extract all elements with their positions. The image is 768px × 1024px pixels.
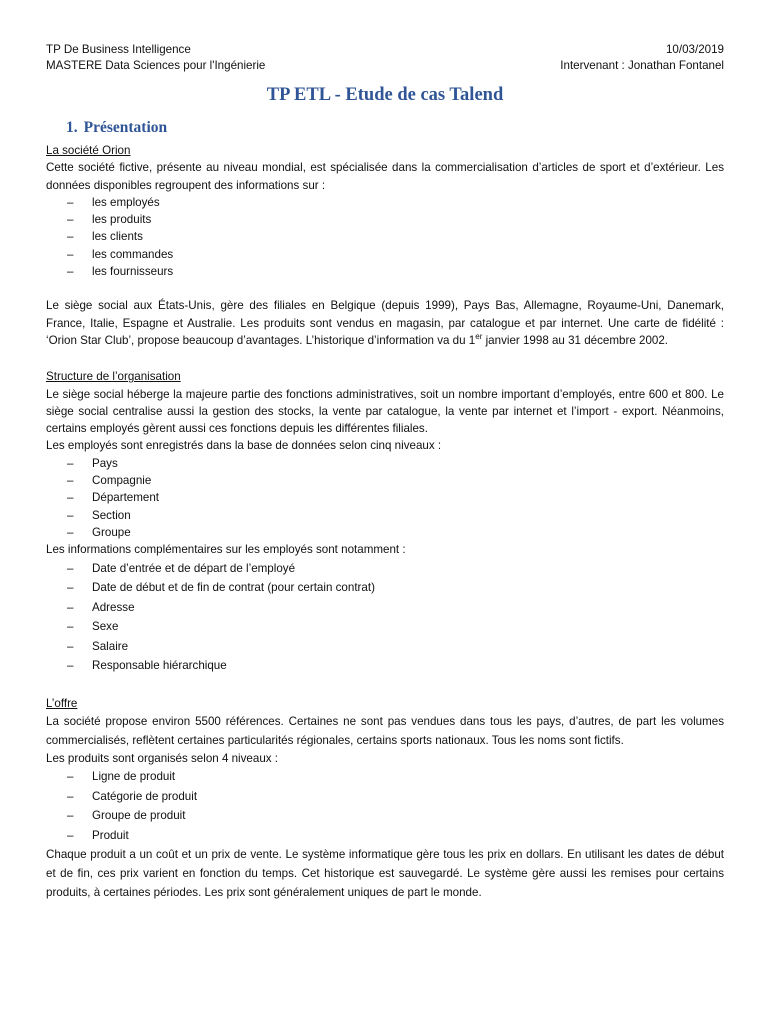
course-title: TP De Business Intelligence bbox=[46, 43, 191, 56]
program-name: MASTERE Data Sciences pour l'Ingénierie bbox=[46, 59, 266, 72]
subheading-structure: Structure de l’organisation bbox=[46, 370, 181, 384]
header-instructor: Intervenant : Jonathan Fontanel bbox=[560, 59, 724, 72]
subheading-offre: L’offre bbox=[46, 696, 78, 710]
siege-text-end: janvier 1998 au 31 décembre 2002. bbox=[482, 333, 669, 347]
paragraph-prix: Chaque produit a un coût et un prix de vente. Le système informatique gère tous les prix en dollars. En utilisant les dates de début et de fin, ces prix varient en fonction du temps. Cet historique est sauvegardé. Le système gère aussi les remises pour certains produits, à certaines périodes. Les prix sont généralement uniques de part le monde. bbox=[46, 848, 724, 900]
siege-text: Le siège social aux États-Unis, gère des filiales en Belgique (depuis 1999), Pays Bas, Allemagne, Royaume-Uni, Danemark, France, Italie, Espagne et Australie. Les produits sont vendus en magasin, par catalogue et par internet. Une carte de fidélité : ‘Orion Star Club’, propose beaucoup d’avantages. L’historique d’information va du 1 bbox=[46, 299, 724, 347]
list-item: – les employés bbox=[46, 194, 724, 211]
list-item: – Ligne de produit bbox=[46, 767, 724, 787]
list-item: – Compagnie bbox=[46, 472, 724, 489]
list-item: – Date de début et de fin de contrat (pour certain contrat) bbox=[46, 578, 724, 598]
section-heading bbox=[66, 118, 724, 138]
list-item: – les produits bbox=[46, 211, 724, 228]
list-item: – les commandes bbox=[46, 246, 724, 263]
list-item: – Date d’entrée et de départ de l’employé bbox=[46, 559, 724, 579]
list-item: – les clients bbox=[46, 228, 724, 245]
list-item: – Groupe bbox=[46, 524, 724, 541]
paragraph-siege-social bbox=[46, 297, 724, 349]
ordinal-superscript: er bbox=[475, 332, 483, 342]
paragraph-structure: Le siège social héberge la majeure partie des fonctions administratives, soit un nombre important d’employés, entre 600 et 800. Le siège social centralise aussi la gestion des stocks, la vente par catalogue, la vente par internet et l’import - export. Néanmoins, certains employés gèrent aussi ces fonctions depuis les différentes filiales. bbox=[46, 387, 724, 436]
list-product-levels bbox=[46, 767, 724, 845]
header-left bbox=[46, 42, 265, 74]
list-employee-infos bbox=[46, 559, 724, 676]
list-item: – Produit bbox=[46, 826, 724, 846]
paragraph-offre: La société propose environ 5500 références. Certaines ne sont pas vendues dans tous les pays, d’autres, de part les volumes commercialisés, reflètent certaines particularités régionales, certains sports nationaux. Tous les noms sont fictifs. bbox=[46, 714, 724, 747]
paragraph-product-levels-intro: Les produits sont organisés selon 4 niveaux : bbox=[46, 751, 279, 765]
header-date: 10/03/2019 bbox=[665, 43, 724, 56]
document-page bbox=[46, 42, 724, 902]
header-right bbox=[560, 42, 724, 74]
list-item: – Catégorie de produit bbox=[46, 787, 724, 807]
subheading-societe: La société Orion bbox=[46, 144, 131, 157]
list-item: – Adresse bbox=[46, 598, 724, 618]
list-item: – Responsable hiérarchique bbox=[46, 656, 724, 676]
section-number: 1. bbox=[66, 119, 78, 136]
list-item: – Salaire bbox=[46, 637, 724, 657]
paragraph-societe-intro: Cette société fictive, présente au niveau mondial, est spécialisée dans la commercialisation d’articles de sport et d’extérieur. Les données disponibles regroupent des informations sur : bbox=[46, 161, 724, 192]
paragraph-levels-intro: Les employés sont enregistrés dans la base de données selon cinq niveaux : bbox=[46, 439, 442, 453]
list-data-topics bbox=[46, 194, 724, 280]
section-title: Présentation bbox=[83, 119, 168, 136]
list-item: – Sexe bbox=[46, 617, 724, 637]
list-item: – les fournisseurs bbox=[46, 263, 724, 280]
paragraph-infos-intro: Les informations complémentaires sur les employés sont notamment : bbox=[46, 543, 406, 557]
document-title: TP ETL - Etude de cas Talend bbox=[266, 85, 504, 105]
list-item: – Groupe de produit bbox=[46, 806, 724, 826]
page-header bbox=[46, 42, 724, 74]
list-employee-levels bbox=[46, 455, 724, 541]
list-item: – Département bbox=[46, 489, 724, 506]
list-item: – Section bbox=[46, 507, 724, 524]
list-item: – Pays bbox=[46, 455, 724, 472]
